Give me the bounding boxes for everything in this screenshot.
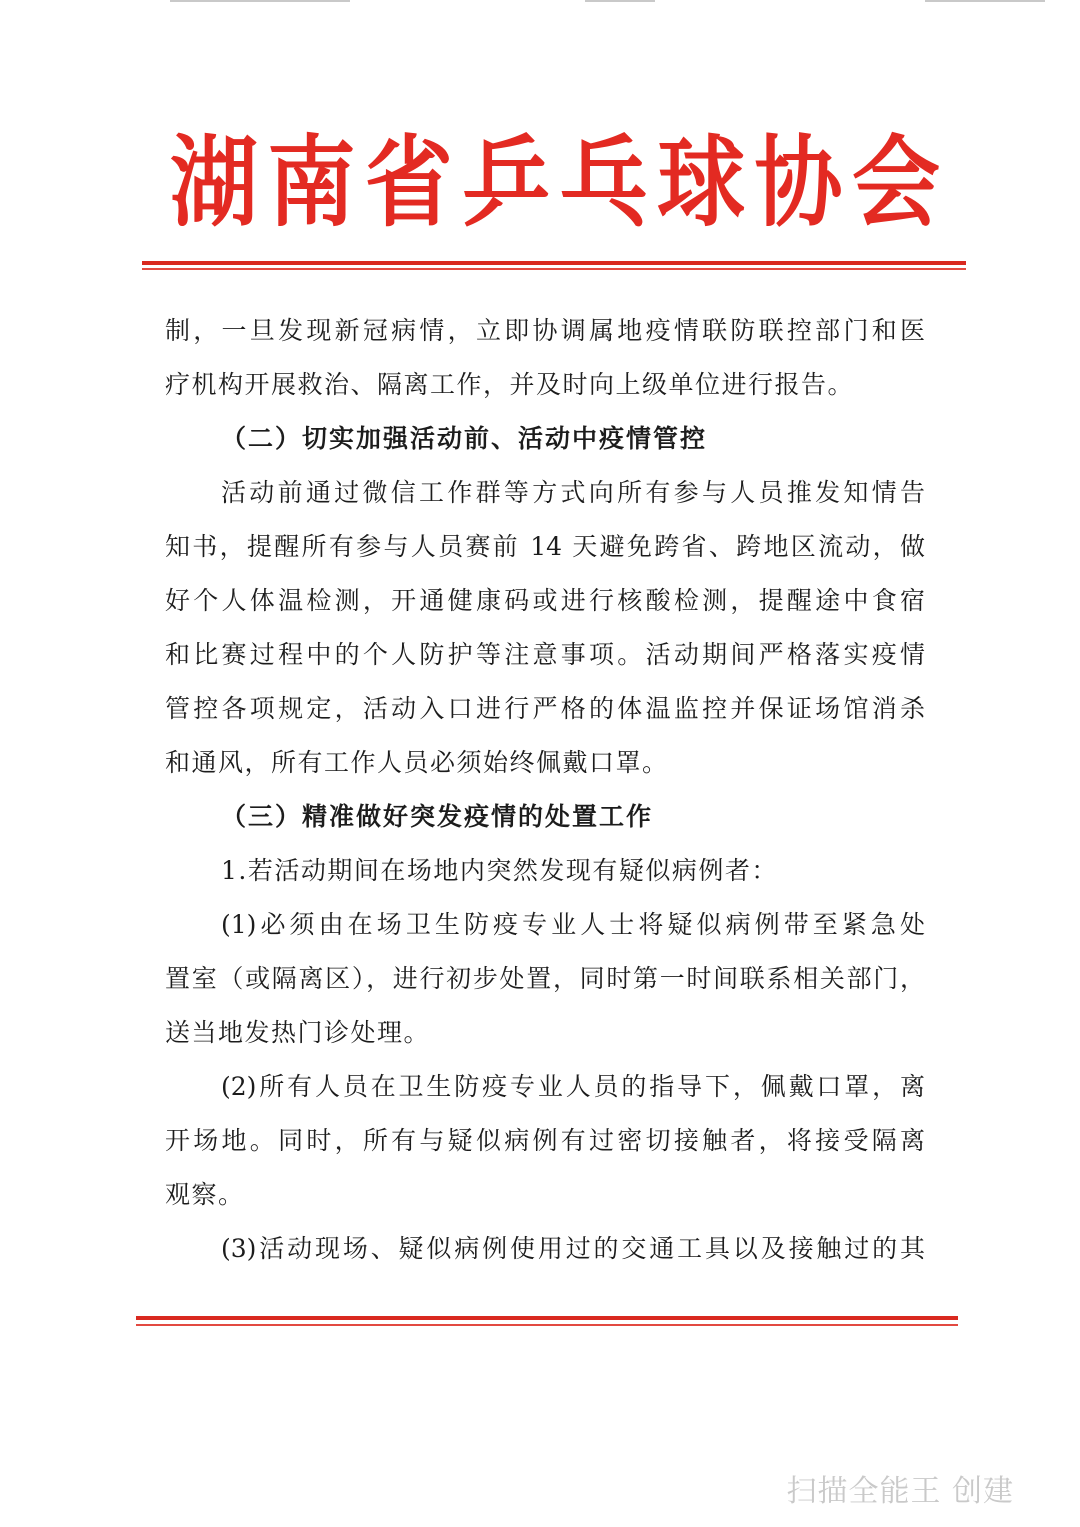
- letterhead-char: 乒: [462, 124, 551, 241]
- section-heading: （二）切实加强活动前、活动中疫情管控: [221, 424, 708, 453]
- body-line: 知书，提醒所有参与人员赛前 14 天避免跨省、跨地区流动，做: [165, 532, 925, 561]
- scanner-watermark: 扫描全能王 创建: [786, 1474, 1014, 1509]
- letterhead-title: [170, 118, 940, 248]
- section-heading: （三）精准做好突发疫情的处置工作: [221, 802, 654, 831]
- footer-red-rule: [136, 1316, 958, 1320]
- body-line: 开场地。同时，所有与疑似病例有过密切接触者，将接受隔离: [165, 1126, 925, 1155]
- body-line: 疗机构开展救治、隔离工作，并及时向上级单位进行报告。: [165, 370, 855, 399]
- document-body: [165, 304, 925, 1276]
- header-red-rule: [142, 261, 966, 265]
- letterhead-char: 会: [851, 124, 940, 241]
- body-line: 和通风，所有工作人员必须始终佩戴口罩。: [165, 748, 669, 777]
- scan-mark: [170, 0, 350, 2]
- header-red-rule-thin: [142, 268, 966, 270]
- letterhead-char: 协: [754, 124, 843, 241]
- body-line: 1.若活动期间在场地内突然发现有疑似病例者：: [221, 856, 778, 885]
- body-line: (1)必须由在场卫生防疫专业人士将疑似病例带至紧急处: [221, 910, 925, 939]
- letterhead-char: 南: [267, 124, 356, 241]
- letterhead-char: 球: [657, 124, 746, 241]
- letterhead-char: 省: [364, 124, 453, 241]
- body-line: 观察。: [165, 1180, 245, 1209]
- body-line: (2)所有人员在卫生防疫专业人员的指导下，佩戴口罩，离: [221, 1072, 925, 1101]
- scan-mark: [585, 0, 655, 2]
- body-line: 送当地发热门诊处理。: [165, 1018, 431, 1047]
- body-line: 活动前通过微信工作群等方式向所有参与人员推发知情告: [221, 478, 925, 507]
- scan-mark: [925, 0, 1045, 2]
- body-line: 置室（或隔离区），进行初步处置，同时第一时间联系相关部门，: [165, 964, 925, 993]
- body-line: 管控各项规定，活动入口进行严格的体温监控并保证场馆消杀: [165, 694, 925, 723]
- body-line: 制，一旦发现新冠病情，立即协调属地疫情联防联控部门和医: [165, 316, 925, 345]
- body-line: 和比赛过程中的个人防护等注意事项。活动期间严格落实疫情: [165, 640, 925, 669]
- scan-edge-marks: [0, 0, 1080, 8]
- body-line: (3)活动现场、疑似病例使用过的交通工具以及接触过的其: [221, 1234, 925, 1263]
- body-line: 好个人体温检测，开通健康码或进行核酸检测，提醒途中食宿: [165, 586, 925, 615]
- letterhead-char: 乓: [559, 124, 648, 241]
- letterhead-char: 湖: [170, 124, 259, 241]
- footer-red-rule-thin: [136, 1324, 958, 1326]
